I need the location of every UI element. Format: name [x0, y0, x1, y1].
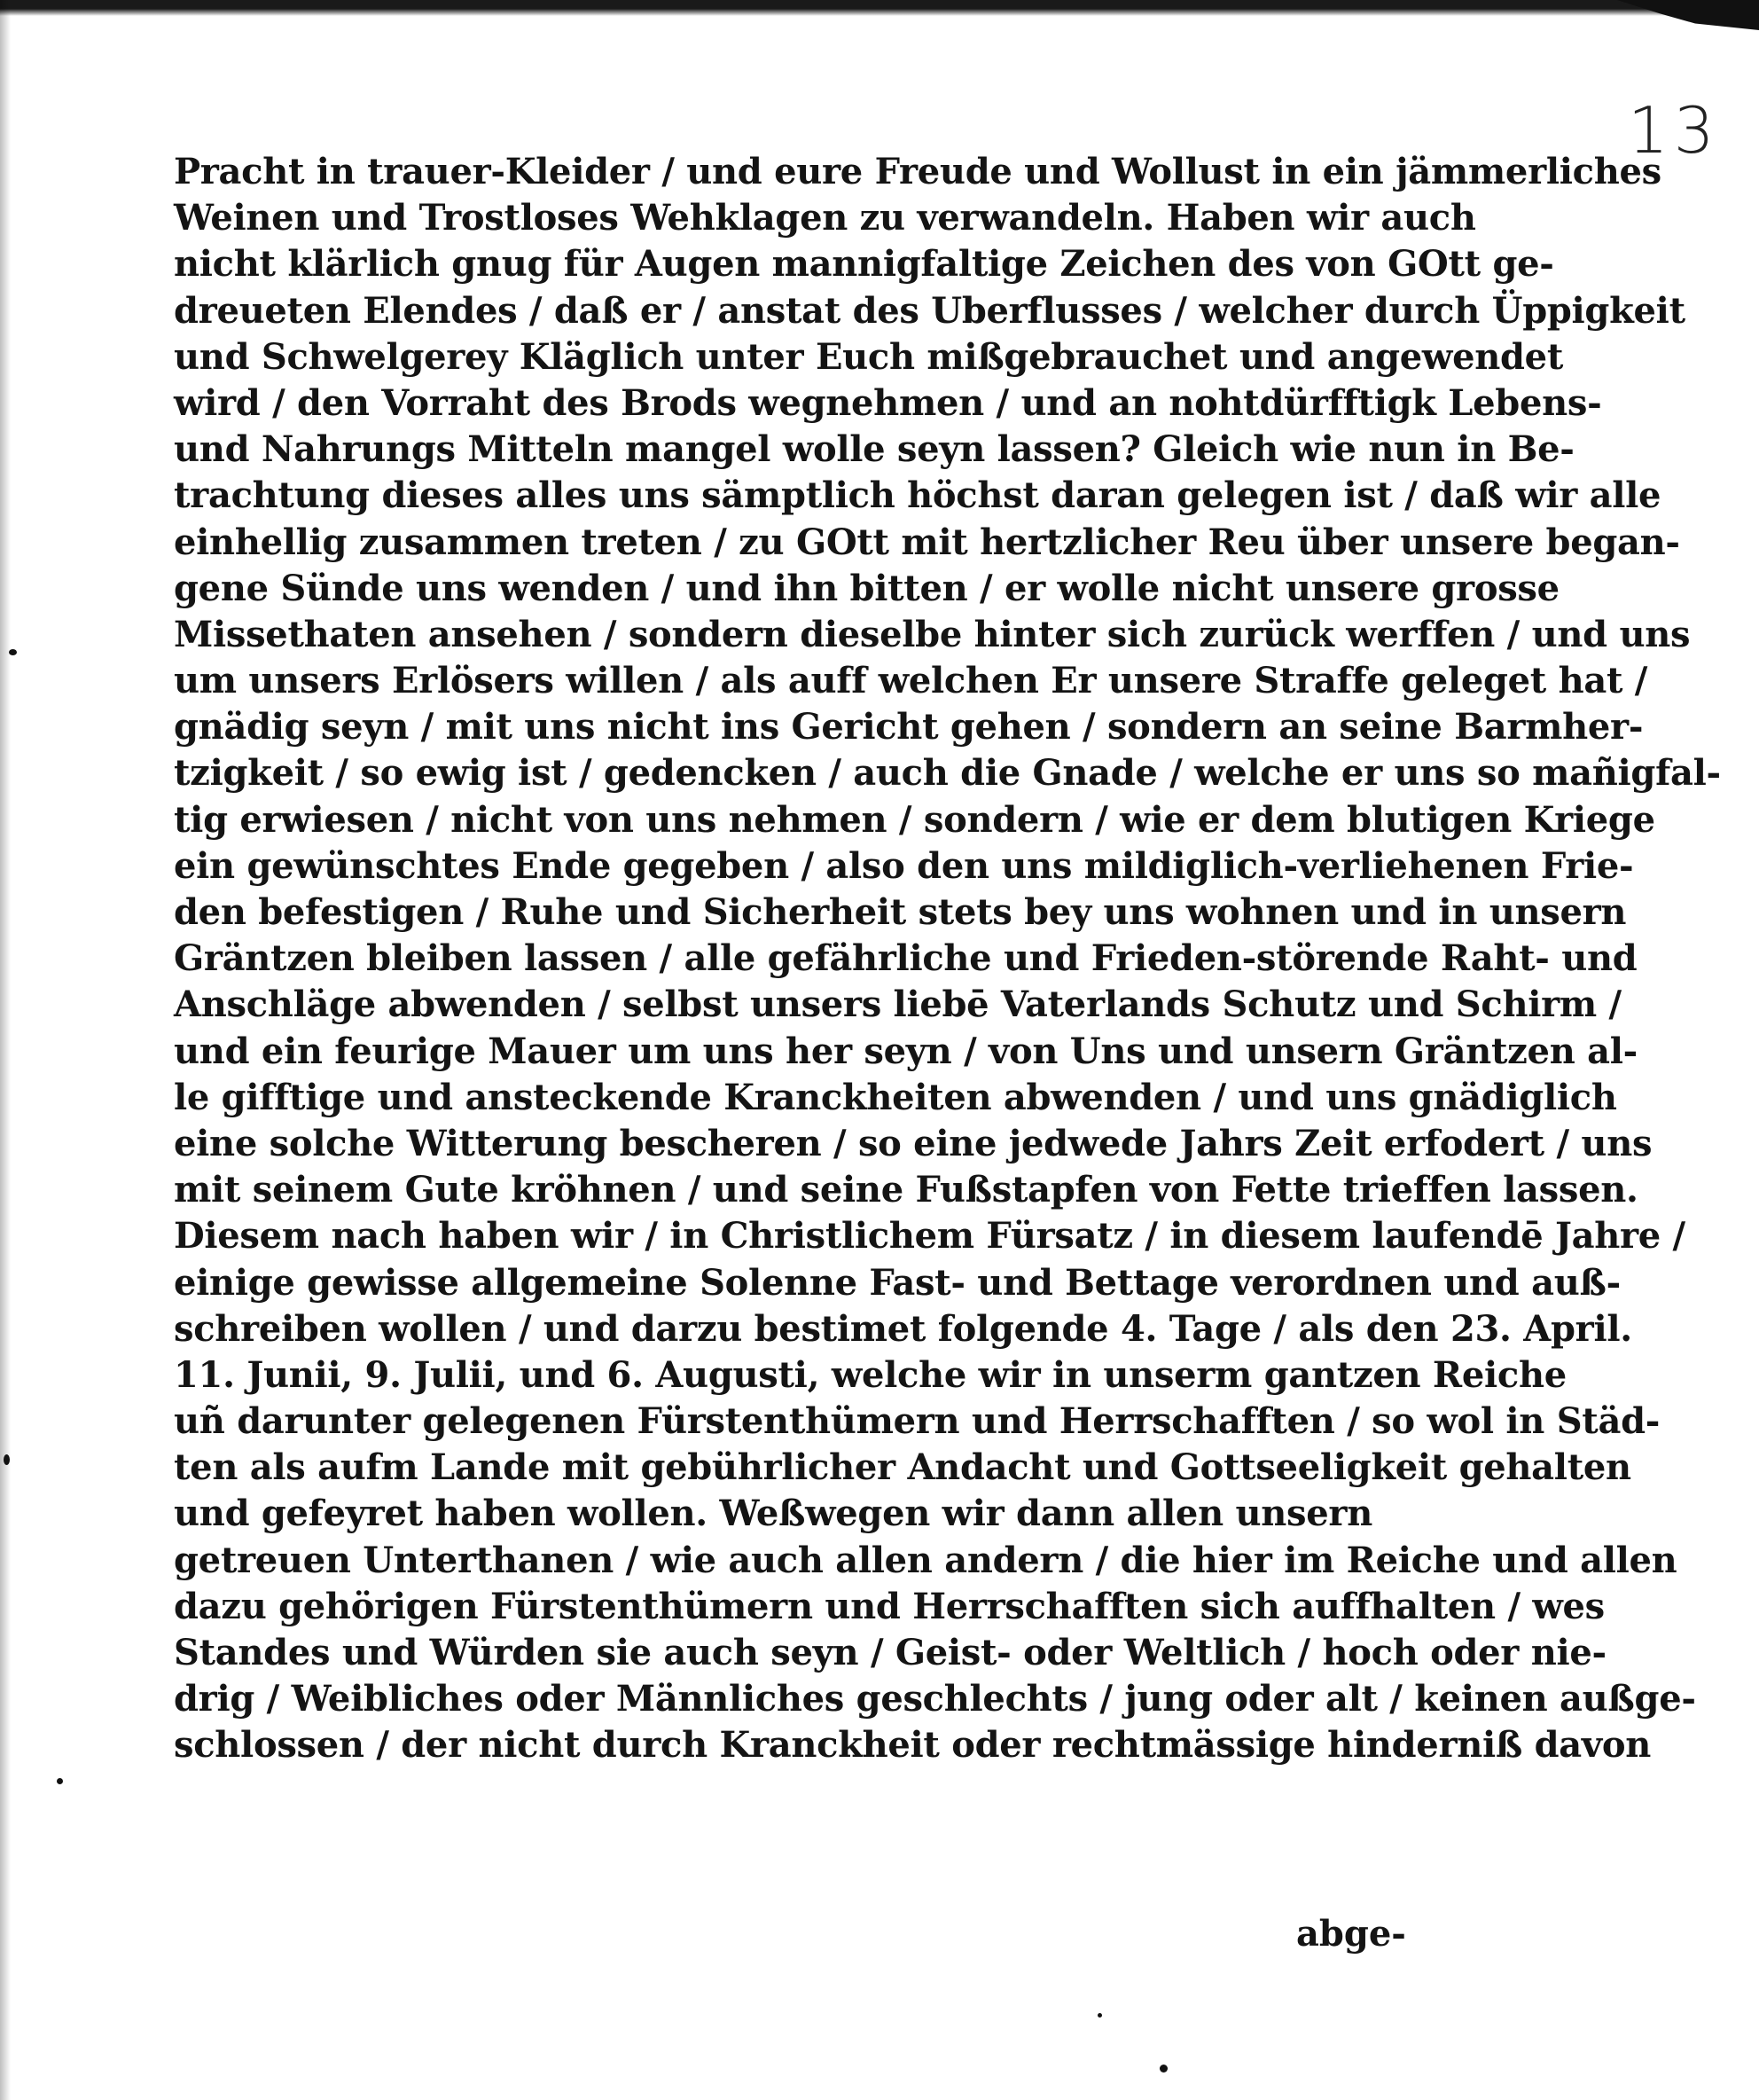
text-line: getreuen Unterthanen / wie auch allen andern / die hier im Reiche und allen — [174, 1539, 1677, 1581]
ink-speck — [57, 1778, 63, 1784]
text-line: schlossen / der nicht durch Kranckheit oder rechtmässige hinderniß davon — [174, 1724, 1652, 1767]
text-line: und Nahrungs Mitteln mangel wolle seyn lassen? Gleich wie nun in Be- — [174, 428, 1575, 471]
text-line: Weinen und Trostloses Wehklagen zu verwandeln. Haben wir auch — [174, 197, 1476, 239]
text-line: tzigkeit / so ewig ist / gedencken / auch die Gnade / welche er uns so mañigfal- — [174, 752, 1721, 795]
text-line: trachtung dieses alles uns sämptlich höchst daran gelegen ist / daß wir alle — [174, 474, 1661, 517]
text-line: mit seinem Gute kröhnen / und seine Fußstapfen von Fette trieffen lassen. — [174, 1169, 1638, 1211]
text-line: dazu gehörigen Fürstenthümern und Herrschafften sich auffhalten / wes — [174, 1585, 1605, 1627]
page-top-edge — [0, 0, 1759, 16]
catchword: abge- — [1296, 1913, 1406, 1955]
text-line: Pracht in trauer-Kleider / und eure Freude und Wollust in ein jämmerliches — [174, 151, 1661, 192]
text-line: einige gewisse allgemeine Solenne Fast- und Bettage verordnen und auß- — [174, 1261, 1621, 1304]
text-line: tig erwiesen / nicht von uns nehmen / sondern / wie er dem blutigen Kriege — [174, 798, 1655, 841]
text-line: um unsers Erlösers willen / als auff welchen Er unsere Straffe geleget hat / — [174, 660, 1648, 702]
text-line: nicht klärlich gnug für Augen mannigfaltige Zeichen des von GOtt ge- — [174, 243, 1554, 286]
text-line: Missethaten ansehen / sondern dieselbe hinter sich zurück werffen / und uns — [174, 613, 1691, 655]
page-left-edge — [0, 0, 11, 2100]
text-line: Gräntzen bleiben lassen / alle gefährliche und Frieden-störende Raht- und — [174, 937, 1638, 980]
ink-speck — [9, 649, 17, 655]
text-line: schreiben wollen / und darzu bestimet folgende 4. Tage / als den 23. April. — [174, 1307, 1632, 1350]
text-line: und gefeyret haben wollen. Weßwegen wir dann allen unsern — [174, 1493, 1372, 1535]
text-line: eine solche Witterung bescheren / so eine jedwede Jahrs Zeit erfodert / uns — [174, 1122, 1653, 1164]
text-line: 11. Junii, 9. Julii, und 6. Augusti, welche wir in unserm gantzen Reiche — [174, 1353, 1567, 1396]
ink-speck — [1098, 2013, 1102, 2018]
text-line: ten als aufm Lande mit gebührlicher Andacht und Gottseeligkeit gehalten — [174, 1446, 1631, 1489]
text-line: wird / den Vorraht des Brods wegnehmen / und an nohtdürfftigk Lebens- — [174, 381, 1602, 424]
text-line: und ein feurige Mauer um uns her seyn / von Uns und unsern Gräntzen al- — [174, 1030, 1638, 1072]
text-line: Anschläge abwenden / selbst unsers liebē Vaterlands Schutz und Schirm / — [174, 983, 1622, 1026]
text-line: drig / Weibliches oder Männliches geschlechts / jung oder alt / keinen außge- — [174, 1678, 1696, 1720]
text-line: gene Sünde uns wenden / und ihn bitten / er wolle nicht unsere grosse — [174, 567, 1560, 609]
text-line: ein gewünschtes Ende gegeben / also den uns mildiglich-verliehenen Frie- — [174, 844, 1634, 887]
text-line: gnädig seyn / mit uns nicht ins Gericht gehen / sondern an seine Barmher- — [174, 706, 1644, 748]
text-line: Diesem nach haben wir / in Christlichem Fürsatz / in diesem laufendē Jahre / — [174, 1215, 1685, 1258]
text-line: Standes und Würden sie auch seyn / Geist- oder Weltlich / hoch oder nie- — [174, 1632, 1607, 1673]
text-line: den befestigen / Ruhe und Sicherheit stets bey uns wohnen und in unsern — [174, 891, 1627, 933]
text-line: dreueten Elendes / daß er / anstat des Uberflusses / welcher durch Üppigkeit — [174, 289, 1685, 332]
ink-speck — [4, 1454, 10, 1465]
text-line: und Schwelgerey Kläglich unter Euch mißgebrauchet und angewendet — [174, 335, 1563, 378]
text-line: einhellig zusammen treten / zu GOtt mit hertzlicher Reu über unsere began- — [174, 521, 1680, 563]
ink-speck — [1160, 2065, 1168, 2073]
page-number: 13 — [1628, 93, 1720, 168]
body-text — [174, 149, 1721, 1769]
text-line: le gifftige und ansteckende Kranckheiten abwenden / und uns gnädiglich — [174, 1076, 1617, 1118]
text-line: uñ darunter gelegenen Fürstenthümern und Herrschafften / so wol in Städ- — [174, 1400, 1661, 1443]
